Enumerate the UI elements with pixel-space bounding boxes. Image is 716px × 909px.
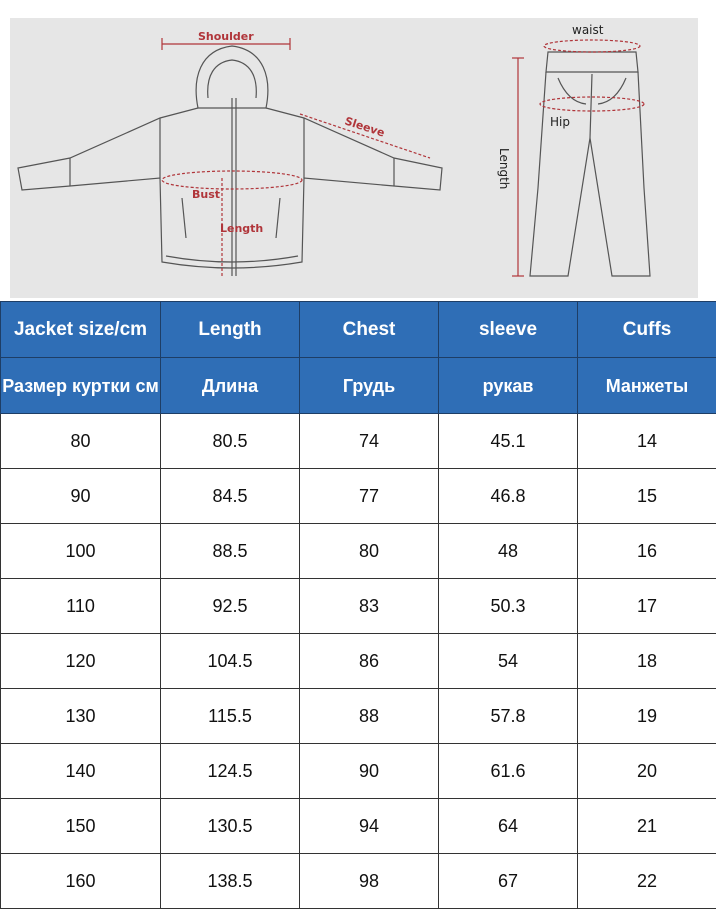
cell-cuffs: 21: [578, 799, 716, 854]
cell-size: 140: [1, 744, 161, 799]
header-cuffs: Cuffs: [578, 302, 716, 358]
measurement-diagram-svg: [10, 18, 698, 298]
pants-illustration: [530, 52, 650, 276]
cell-chest: 83: [300, 579, 439, 634]
header-length: Length: [161, 302, 300, 358]
cell-chest: 88: [300, 689, 439, 744]
cell-chest: 90: [300, 744, 439, 799]
cell-sleeve: 54: [439, 634, 578, 689]
cell-sleeve: 64: [439, 799, 578, 854]
cell-chest: 94: [300, 799, 439, 854]
cell-sleeve: 50.3: [439, 579, 578, 634]
jacket-measurements: [162, 38, 430, 276]
pants-measurements: [512, 40, 644, 276]
cell-size: 110: [1, 579, 161, 634]
cell-cuffs: 20: [578, 744, 716, 799]
measurement-diagram: [10, 18, 698, 298]
table-row: [1, 854, 716, 909]
cell-cuffs: 16: [578, 524, 716, 579]
header-chest-ru: Грудь: [300, 358, 439, 414]
table-row: [1, 689, 716, 744]
cell-chest: 74: [300, 414, 439, 469]
cell-cuffs: 15: [578, 469, 716, 524]
jacket-illustration: [18, 46, 442, 276]
table-row: [1, 579, 716, 634]
header-chest: Chest: [300, 302, 439, 358]
cell-sleeve: 57.8: [439, 689, 578, 744]
cell-chest: 98: [300, 854, 439, 909]
cell-sleeve: 45.1: [439, 414, 578, 469]
cell-cuffs: 17: [578, 579, 716, 634]
hip-label: Hip: [550, 115, 570, 129]
table-row: [1, 414, 716, 469]
bust-label: Bust: [192, 188, 220, 201]
cell-size: 100: [1, 524, 161, 579]
waist-label: waist: [572, 23, 604, 37]
shoulder-label: Shoulder: [198, 30, 254, 43]
cell-length: 115.5: [161, 689, 300, 744]
cell-size: 160: [1, 854, 161, 909]
cell-length: 124.5: [161, 744, 300, 799]
cell-cuffs: 18: [578, 634, 716, 689]
cell-length: 138.5: [161, 854, 300, 909]
cell-length: 92.5: [161, 579, 300, 634]
cell-chest: 77: [300, 469, 439, 524]
cell-length: 130.5: [161, 799, 300, 854]
cell-sleeve: 46.8: [439, 469, 578, 524]
size-chart-table: [0, 301, 716, 909]
table-row: [1, 799, 716, 854]
cell-cuffs: 14: [578, 414, 716, 469]
header-cuffs-ru: Манжеты: [578, 358, 716, 414]
cell-size: 130: [1, 689, 161, 744]
cell-cuffs: 22: [578, 854, 716, 909]
cell-size: 150: [1, 799, 161, 854]
cell-size: 90: [1, 469, 161, 524]
pants-length-label: Length: [497, 148, 511, 189]
header-row-en: [1, 302, 716, 358]
sleeve-label: Sleeve: [343, 114, 386, 139]
table-row: [1, 469, 716, 524]
header-row-ru: [1, 358, 716, 414]
cell-chest: 86: [300, 634, 439, 689]
cell-sleeve: 67: [439, 854, 578, 909]
cell-sleeve: 48: [439, 524, 578, 579]
header-sleeve-ru: рукав: [439, 358, 578, 414]
cell-length: 80.5: [161, 414, 300, 469]
cell-length: 104.5: [161, 634, 300, 689]
header-size: Jacket size/cm: [1, 302, 161, 358]
table-row: [1, 634, 716, 689]
cell-cuffs: 19: [578, 689, 716, 744]
table-row: [1, 744, 716, 799]
header-sleeve: sleeve: [439, 302, 578, 358]
header-length-ru: Длина: [161, 358, 300, 414]
cell-length: 88.5: [161, 524, 300, 579]
cell-length: 84.5: [161, 469, 300, 524]
cell-chest: 80: [300, 524, 439, 579]
jacket-length-label: Length: [220, 222, 263, 235]
header-size-ru: Размер куртки см: [1, 358, 161, 414]
cell-sleeve: 61.6: [439, 744, 578, 799]
cell-size: 80: [1, 414, 161, 469]
table-row: [1, 524, 716, 579]
cell-size: 120: [1, 634, 161, 689]
